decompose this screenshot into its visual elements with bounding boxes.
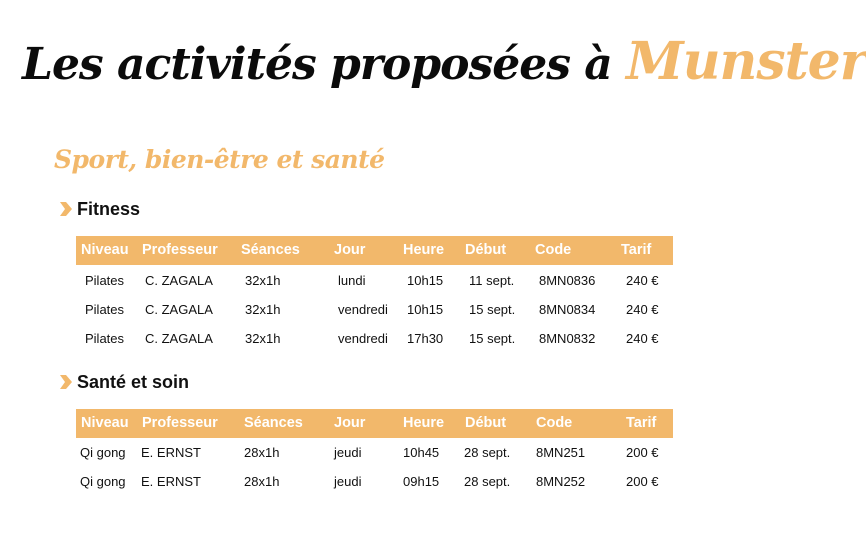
table-cell: 32x1h bbox=[245, 302, 281, 317]
table-cell: 11 sept. bbox=[469, 273, 515, 288]
table-cell: Pilates bbox=[85, 331, 125, 346]
table-cell: jeudi bbox=[334, 474, 362, 489]
schedule-table-fitness bbox=[76, 236, 673, 353]
table-cell: 10h45 bbox=[403, 445, 440, 460]
table-cell: 28 sept. bbox=[464, 445, 511, 460]
column-header: Jour bbox=[334, 415, 366, 431]
chevron-right-icon bbox=[60, 201, 73, 217]
table-cell: 15 sept. bbox=[469, 331, 516, 346]
column-header: Séances bbox=[244, 415, 303, 431]
table-cell: 200 € bbox=[626, 474, 659, 489]
column-header: Séances bbox=[241, 242, 300, 258]
table-cell: 240 € bbox=[626, 302, 659, 317]
column-header: Professeur bbox=[142, 415, 218, 431]
table-cell: Pilates bbox=[85, 273, 125, 288]
table-cell: C. ZAGALA bbox=[145, 273, 213, 288]
table-cell: 240 € bbox=[626, 331, 659, 346]
table-cell: 8MN0836 bbox=[539, 273, 596, 288]
table-cell: 8MN0832 bbox=[539, 331, 596, 346]
column-header: Code bbox=[536, 415, 573, 431]
table-cell: E. ERNST bbox=[141, 445, 201, 460]
category-heading: Sport, bien-être et santé bbox=[54, 145, 385, 174]
table-cell: 200 € bbox=[626, 445, 659, 460]
table-header bbox=[76, 409, 673, 438]
table-cell: Qi gong bbox=[80, 445, 126, 460]
table-cell: jeudi bbox=[334, 445, 362, 460]
column-header: Début bbox=[465, 415, 507, 431]
page-title bbox=[22, 22, 866, 102]
table-row bbox=[76, 324, 673, 353]
table-cell: 28x1h bbox=[244, 474, 280, 489]
table-cell: Qi gong bbox=[80, 474, 126, 489]
page-title-main: Les activités proposées à bbox=[22, 39, 627, 90]
column-header: Tarif bbox=[626, 415, 657, 431]
schedule-table-sante bbox=[76, 409, 673, 496]
table-row bbox=[76, 438, 673, 467]
table-cell: 10h15 bbox=[407, 302, 444, 317]
table-cell: 28 sept. bbox=[464, 474, 511, 489]
table-row bbox=[76, 266, 673, 295]
table-cell: 28x1h bbox=[244, 445, 280, 460]
column-header: Jour bbox=[334, 242, 366, 258]
table-cell: vendredi bbox=[338, 331, 388, 346]
column-header: Niveau bbox=[81, 242, 129, 258]
section-title: Santé et soin bbox=[77, 371, 190, 392]
column-header: Professeur bbox=[142, 242, 218, 258]
table-cell: C. ZAGALA bbox=[145, 331, 213, 346]
table-cell: 8MN252 bbox=[536, 474, 586, 489]
table-cell: Pilates bbox=[85, 302, 125, 317]
table-cell: 8MN0834 bbox=[539, 302, 596, 317]
table-cell: 32x1h bbox=[245, 273, 281, 288]
table-cell: 17h30 bbox=[407, 331, 444, 346]
section-heading-fitness bbox=[60, 197, 140, 221]
column-header: Niveau bbox=[81, 415, 129, 431]
table-cell: vendredi bbox=[338, 302, 388, 317]
table-header bbox=[76, 236, 673, 265]
column-header: Tarif bbox=[621, 242, 652, 258]
table-cell: E. ERNST bbox=[141, 474, 201, 489]
table-cell: 10h15 bbox=[407, 273, 444, 288]
table-row bbox=[76, 467, 673, 496]
table-cell: 09h15 bbox=[403, 474, 440, 489]
chevron-right-icon bbox=[60, 374, 73, 390]
table-cell: 32x1h bbox=[245, 331, 281, 346]
page-title-accent: Munster bbox=[626, 31, 866, 92]
table-row bbox=[76, 295, 673, 324]
table-cell: 8MN251 bbox=[536, 445, 586, 460]
section-heading-sante-et-soin bbox=[60, 370, 189, 394]
column-header: Début bbox=[465, 242, 507, 258]
table-cell: 240 € bbox=[626, 273, 659, 288]
table-cell: C. ZAGALA bbox=[145, 302, 213, 317]
section-title: Fitness bbox=[77, 198, 141, 219]
column-header: Code bbox=[535, 242, 572, 258]
table-cell: 15 sept. bbox=[469, 302, 516, 317]
column-header: Heure bbox=[403, 415, 445, 431]
column-header: Heure bbox=[403, 242, 445, 258]
table-cell: lundi bbox=[338, 273, 366, 288]
